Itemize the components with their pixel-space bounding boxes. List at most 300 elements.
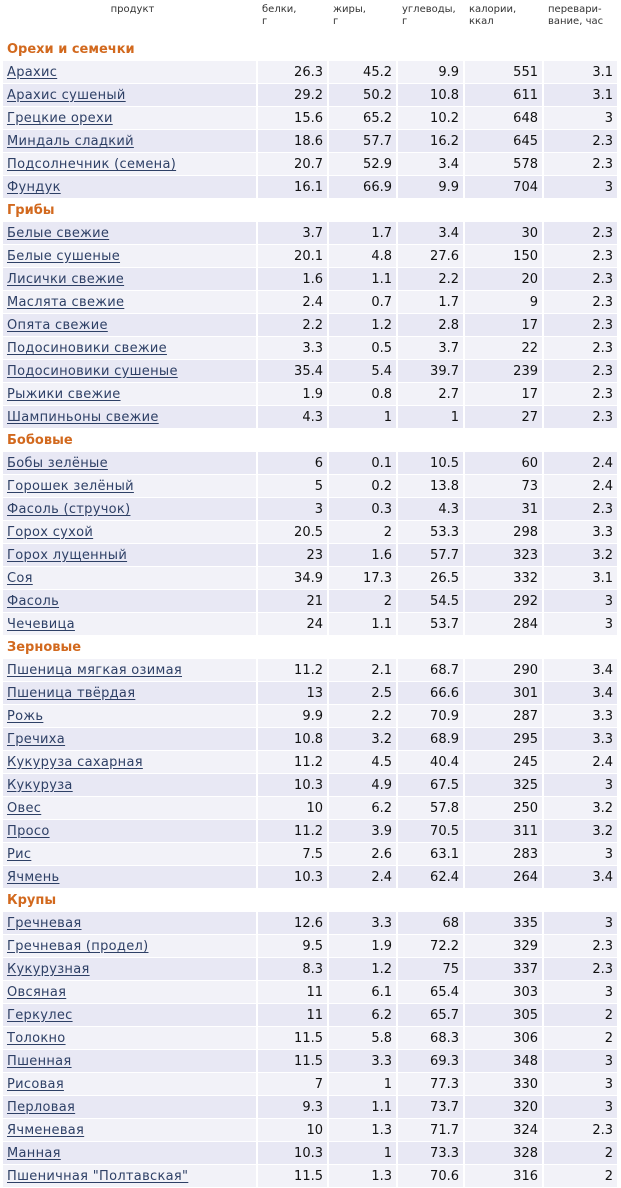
- cell-fat: 1.9: [329, 935, 398, 958]
- table-header: [3, 0, 619, 38]
- product-link[interactable]: Ячменевая: [3, 1119, 258, 1142]
- table-row: [3, 176, 619, 199]
- cell-protein: 13: [258, 682, 329, 705]
- product-link[interactable]: Овсяная: [3, 981, 258, 1004]
- cell-protein: 24: [258, 613, 329, 636]
- cell-digestion: 3: [544, 843, 619, 866]
- cell-digestion: 3: [544, 590, 619, 613]
- table-row: [3, 544, 619, 567]
- cell-carbs: 10.8: [398, 84, 465, 107]
- table-row: [3, 774, 619, 797]
- section-title: Орехи и семечки: [3, 38, 619, 61]
- cell-fat: 1.6: [329, 544, 398, 567]
- cell-protein: 8.3: [258, 958, 329, 981]
- cell-fat: 1.3: [329, 1165, 398, 1188]
- cell-digestion: 3: [544, 613, 619, 636]
- cell-carbs: 2.7: [398, 383, 465, 406]
- product-link[interactable]: Толокно: [3, 1027, 258, 1050]
- cell-digestion: 2: [544, 1142, 619, 1165]
- cell-calories: 320: [465, 1096, 544, 1119]
- cell-digestion: 2.3: [544, 498, 619, 521]
- table-row: [3, 682, 619, 705]
- cell-digestion: 3: [544, 1050, 619, 1073]
- cell-calories: 31: [465, 498, 544, 521]
- cell-carbs: 71.7: [398, 1119, 465, 1142]
- table-row: [3, 452, 619, 475]
- cell-fat: 4.9: [329, 774, 398, 797]
- product-link[interactable]: Подосиновики свежие: [3, 337, 258, 360]
- product-link[interactable]: Пшеница твёрдая: [3, 682, 258, 705]
- cell-calories: 335: [465, 912, 544, 935]
- table-row: [3, 613, 619, 636]
- product-link[interactable]: Манная: [3, 1142, 258, 1165]
- cell-carbs: 57.8: [398, 797, 465, 820]
- cell-carbs: 70.5: [398, 820, 465, 843]
- cell-carbs: 70.9: [398, 705, 465, 728]
- cell-carbs: 27.6: [398, 245, 465, 268]
- cell-calories: 150: [465, 245, 544, 268]
- cell-carbs: 1.7: [398, 291, 465, 314]
- cell-digestion: 2: [544, 1165, 619, 1188]
- product-link[interactable]: Бобы зелёные: [3, 452, 258, 475]
- cell-digestion: 2.3: [544, 360, 619, 383]
- product-link[interactable]: Белые свежие: [3, 222, 258, 245]
- table-row: [3, 61, 619, 84]
- cell-carbs: 68.7: [398, 659, 465, 682]
- table-row: [3, 843, 619, 866]
- cell-fat: 6.2: [329, 1004, 398, 1027]
- cell-digestion: 3.4: [544, 659, 619, 682]
- cell-calories: 22: [465, 337, 544, 360]
- product-link[interactable]: Арахис сушеный: [3, 84, 258, 107]
- product-link[interactable]: Арахис: [3, 61, 258, 84]
- cell-protein: 15.6: [258, 107, 329, 130]
- cell-protein: 5: [258, 475, 329, 498]
- cell-carbs: 1: [398, 406, 465, 429]
- cell-carbs: 72.2: [398, 935, 465, 958]
- product-link[interactable]: Овес: [3, 797, 258, 820]
- nutrition-table: [3, 0, 619, 1188]
- table-row: [3, 268, 619, 291]
- product-link[interactable]: Горох сухой: [3, 521, 258, 544]
- cell-calories: 17: [465, 314, 544, 337]
- cell-protein: 12.6: [258, 912, 329, 935]
- cell-carbs: 68.3: [398, 1027, 465, 1050]
- cell-calories: 551: [465, 61, 544, 84]
- cell-digestion: 3.3: [544, 705, 619, 728]
- cell-protein: 35.4: [258, 360, 329, 383]
- table-row: [3, 958, 619, 981]
- cell-calories: 316: [465, 1165, 544, 1188]
- table-row: [3, 360, 619, 383]
- cell-calories: 704: [465, 176, 544, 199]
- table-row: [3, 1165, 619, 1188]
- cell-calories: 239: [465, 360, 544, 383]
- product-link[interactable]: Рыжики свежие: [3, 383, 258, 406]
- cell-protein: 18.6: [258, 130, 329, 153]
- product-link[interactable]: Гречиха: [3, 728, 258, 751]
- cell-calories: 245: [465, 751, 544, 774]
- cell-carbs: 63.1: [398, 843, 465, 866]
- cell-digestion: 2.3: [544, 935, 619, 958]
- cell-protein: 20.5: [258, 521, 329, 544]
- cell-calories: 578: [465, 153, 544, 176]
- section-title: Грибы: [3, 199, 619, 222]
- table-row: [3, 912, 619, 935]
- product-link[interactable]: Горошек зелёный: [3, 475, 258, 498]
- cell-fat: 0.1: [329, 452, 398, 475]
- table-row: [3, 406, 619, 429]
- header-protein: белки, г: [262, 4, 297, 27]
- product-link[interactable]: Опята свежие: [3, 314, 258, 337]
- cell-carbs: 13.8: [398, 475, 465, 498]
- cell-digestion: 2.4: [544, 452, 619, 475]
- cell-digestion: 3: [544, 981, 619, 1004]
- cell-calories: 648: [465, 107, 544, 130]
- table-row: [3, 1027, 619, 1050]
- table-body: [3, 38, 619, 1188]
- cell-protein: 2.2: [258, 314, 329, 337]
- cell-carbs: 75: [398, 958, 465, 981]
- cell-carbs: 10.5: [398, 452, 465, 475]
- header-digestion: перевари- вание, час: [548, 4, 604, 27]
- cell-calories: 611: [465, 84, 544, 107]
- table-row: [3, 245, 619, 268]
- product-link[interactable]: Горох лущенный: [3, 544, 258, 567]
- product-link[interactable]: Ячмень: [3, 866, 258, 889]
- cell-fat: 17.3: [329, 567, 398, 590]
- cell-calories: 306: [465, 1027, 544, 1050]
- section-header: [3, 199, 619, 222]
- cell-digestion: 2.3: [544, 153, 619, 176]
- cell-calories: 30: [465, 222, 544, 245]
- cell-protein: 11: [258, 981, 329, 1004]
- cell-fat: 3.3: [329, 912, 398, 935]
- cell-protein: 20.7: [258, 153, 329, 176]
- cell-fat: 1: [329, 1073, 398, 1096]
- product-link[interactable]: Рис: [3, 843, 258, 866]
- table-row: [3, 1050, 619, 1073]
- table-row: [3, 981, 619, 1004]
- cell-digestion: 2.4: [544, 475, 619, 498]
- cell-protein: 26.3: [258, 61, 329, 84]
- header-fat: жиры, г: [333, 4, 366, 27]
- cell-calories: 301: [465, 682, 544, 705]
- cell-digestion: 3.2: [544, 820, 619, 843]
- table-row: [3, 222, 619, 245]
- cell-digestion: 2.3: [544, 245, 619, 268]
- cell-digestion: 2.3: [544, 406, 619, 429]
- cell-carbs: 9.9: [398, 61, 465, 84]
- product-link[interactable]: Грецкие орехи: [3, 107, 258, 130]
- cell-calories: 20: [465, 268, 544, 291]
- cell-fat: 1.1: [329, 268, 398, 291]
- cell-protein: 10: [258, 1119, 329, 1142]
- cell-digestion: 3: [544, 912, 619, 935]
- cell-fat: 5.8: [329, 1027, 398, 1050]
- product-link[interactable]: Кукурузная: [3, 958, 258, 981]
- cell-calories: 348: [465, 1050, 544, 1073]
- table-row: [3, 728, 619, 751]
- cell-fat: 4.8: [329, 245, 398, 268]
- cell-fat: 2.6: [329, 843, 398, 866]
- cell-digestion: 2.3: [544, 1119, 619, 1142]
- table-row: [3, 1142, 619, 1165]
- cell-protein: 11.2: [258, 659, 329, 682]
- cell-calories: 27: [465, 406, 544, 429]
- product-link[interactable]: Миндаль сладкий: [3, 130, 258, 153]
- cell-protein: 4.3: [258, 406, 329, 429]
- cell-digestion: 2: [544, 1027, 619, 1050]
- cell-calories: 329: [465, 935, 544, 958]
- cell-carbs: 54.5: [398, 590, 465, 613]
- cell-carbs: 57.7: [398, 544, 465, 567]
- cell-protein: 1.6: [258, 268, 329, 291]
- product-link[interactable]: Рожь: [3, 705, 258, 728]
- cell-fat: 3.2: [329, 728, 398, 751]
- table-row: [3, 84, 619, 107]
- table-row: [3, 153, 619, 176]
- cell-digestion: 3: [544, 1096, 619, 1119]
- product-link[interactable]: Фундук: [3, 176, 258, 199]
- cell-fat: 1.3: [329, 1119, 398, 1142]
- cell-digestion: 2.4: [544, 751, 619, 774]
- table-row: [3, 130, 619, 153]
- cell-fat: 57.7: [329, 130, 398, 153]
- cell-protein: 3: [258, 498, 329, 521]
- cell-carbs: 68: [398, 912, 465, 935]
- cell-carbs: 10.2: [398, 107, 465, 130]
- cell-calories: 645: [465, 130, 544, 153]
- cell-protein: 11.5: [258, 1050, 329, 1073]
- cell-fat: 2.4: [329, 866, 398, 889]
- cell-digestion: 2.3: [544, 130, 619, 153]
- cell-calories: 324: [465, 1119, 544, 1142]
- cell-protein: 20.1: [258, 245, 329, 268]
- product-link[interactable]: Подосиновики сушеные: [3, 360, 258, 383]
- cell-digestion: 3.1: [544, 61, 619, 84]
- cell-calories: 328: [465, 1142, 544, 1165]
- table-row: [3, 797, 619, 820]
- cell-carbs: 26.5: [398, 567, 465, 590]
- cell-carbs: 69.3: [398, 1050, 465, 1073]
- cell-protein: 2.4: [258, 291, 329, 314]
- cell-protein: 6: [258, 452, 329, 475]
- cell-calories: 17: [465, 383, 544, 406]
- cell-calories: 73: [465, 475, 544, 498]
- cell-calories: 283: [465, 843, 544, 866]
- cell-calories: 303: [465, 981, 544, 1004]
- product-link[interactable]: Гречневая: [3, 912, 258, 935]
- product-link[interactable]: Белые сушеные: [3, 245, 258, 268]
- cell-carbs: 70.6: [398, 1165, 465, 1188]
- cell-digestion: 3: [544, 774, 619, 797]
- cell-protein: 10.8: [258, 728, 329, 751]
- product-link[interactable]: Рисовая: [3, 1073, 258, 1096]
- product-link[interactable]: Пшенная: [3, 1050, 258, 1073]
- cell-carbs: 4.3: [398, 498, 465, 521]
- product-link[interactable]: Кукуруза: [3, 774, 258, 797]
- cell-calories: 311: [465, 820, 544, 843]
- cell-digestion: 3.4: [544, 682, 619, 705]
- product-link[interactable]: Просо: [3, 820, 258, 843]
- cell-protein: 11.2: [258, 820, 329, 843]
- cell-carbs: 65.7: [398, 1004, 465, 1027]
- cell-carbs: 3.7: [398, 337, 465, 360]
- cell-calories: 287: [465, 705, 544, 728]
- cell-fat: 1: [329, 1142, 398, 1165]
- cell-fat: 1.2: [329, 314, 398, 337]
- cell-calories: 330: [465, 1073, 544, 1096]
- cell-digestion: 2.3: [544, 337, 619, 360]
- cell-fat: 2.1: [329, 659, 398, 682]
- table-row: [3, 659, 619, 682]
- cell-carbs: 3.4: [398, 153, 465, 176]
- table-row: [3, 314, 619, 337]
- cell-calories: 323: [465, 544, 544, 567]
- table-row: [3, 337, 619, 360]
- cell-digestion: 2.3: [544, 291, 619, 314]
- cell-fat: 6.1: [329, 981, 398, 1004]
- table-row: [3, 1119, 619, 1142]
- product-link[interactable]: Кукуруза сахарная: [3, 751, 258, 774]
- cell-protein: 3.7: [258, 222, 329, 245]
- cell-fat: 1: [329, 406, 398, 429]
- cell-carbs: 9.9: [398, 176, 465, 199]
- table-row: [3, 567, 619, 590]
- cell-fat: 2: [329, 521, 398, 544]
- cell-fat: 2: [329, 590, 398, 613]
- cell-fat: 2.2: [329, 705, 398, 728]
- table-row: [3, 705, 619, 728]
- cell-carbs: 40.4: [398, 751, 465, 774]
- cell-protein: 11: [258, 1004, 329, 1027]
- section-title: Крупы: [3, 889, 619, 912]
- cell-carbs: 3.4: [398, 222, 465, 245]
- cell-carbs: 53.3: [398, 521, 465, 544]
- cell-calories: 264: [465, 866, 544, 889]
- product-link[interactable]: Чечевица: [3, 613, 258, 636]
- table-row: [3, 1096, 619, 1119]
- product-link[interactable]: Гречневая (продел): [3, 935, 258, 958]
- product-link[interactable]: Геркулес: [3, 1004, 258, 1027]
- cell-fat: 45.2: [329, 61, 398, 84]
- cell-fat: 1.1: [329, 613, 398, 636]
- cell-calories: 284: [465, 613, 544, 636]
- cell-carbs: 68.9: [398, 728, 465, 751]
- table-row: [3, 820, 619, 843]
- cell-protein: 7.5: [258, 843, 329, 866]
- cell-protein: 10.3: [258, 866, 329, 889]
- section-header: [3, 429, 619, 452]
- table-row: [3, 751, 619, 774]
- cell-digestion: 3.3: [544, 728, 619, 751]
- product-link[interactable]: Шампиньоны свежие: [3, 406, 258, 429]
- cell-protein: 29.2: [258, 84, 329, 107]
- cell-fat: 5.4: [329, 360, 398, 383]
- cell-protein: 7: [258, 1073, 329, 1096]
- cell-carbs: 73.7: [398, 1096, 465, 1119]
- cell-fat: 66.9: [329, 176, 398, 199]
- cell-carbs: 2.8: [398, 314, 465, 337]
- cell-protein: 23: [258, 544, 329, 567]
- cell-carbs: 77.3: [398, 1073, 465, 1096]
- table-row: [3, 107, 619, 130]
- table-row: [3, 521, 619, 544]
- cell-protein: 1.9: [258, 383, 329, 406]
- product-link[interactable]: Подсолнечник (семена): [3, 153, 258, 176]
- cell-protein: 10: [258, 797, 329, 820]
- cell-carbs: 65.4: [398, 981, 465, 1004]
- product-link[interactable]: Пшеница мягкая озимая: [3, 659, 258, 682]
- product-link[interactable]: Лисички свежие: [3, 268, 258, 291]
- cell-fat: 0.3: [329, 498, 398, 521]
- cell-digestion: 3.1: [544, 84, 619, 107]
- table-row: [3, 866, 619, 889]
- section-header: [3, 889, 619, 912]
- product-link[interactable]: Перловая: [3, 1096, 258, 1119]
- cell-calories: 250: [465, 797, 544, 820]
- cell-protein: 11.5: [258, 1165, 329, 1188]
- cell-protein: 3.3: [258, 337, 329, 360]
- cell-digestion: 2.3: [544, 314, 619, 337]
- cell-calories: 305: [465, 1004, 544, 1027]
- cell-carbs: 53.7: [398, 613, 465, 636]
- cell-digestion: 2.3: [544, 958, 619, 981]
- cell-calories: 60: [465, 452, 544, 475]
- header-product: продукт: [110, 4, 155, 15]
- product-link[interactable]: Пшеничная "Полтавская": [3, 1165, 258, 1188]
- cell-protein: 10.3: [258, 1142, 329, 1165]
- cell-digestion: 2.3: [544, 222, 619, 245]
- cell-digestion: 2.3: [544, 268, 619, 291]
- table-row: [3, 291, 619, 314]
- table-row: [3, 475, 619, 498]
- cell-fat: 65.2: [329, 107, 398, 130]
- product-link[interactable]: Фасоль (стручок): [3, 498, 258, 521]
- section-title: Бобовые: [3, 429, 619, 452]
- cell-protein: 10.3: [258, 774, 329, 797]
- cell-digestion: 3: [544, 107, 619, 130]
- product-link[interactable]: Соя: [3, 567, 258, 590]
- product-link[interactable]: Маслята свежие: [3, 291, 258, 314]
- cell-calories: 290: [465, 659, 544, 682]
- cell-protein: 9.3: [258, 1096, 329, 1119]
- cell-fat: 1.7: [329, 222, 398, 245]
- cell-fat: 52.9: [329, 153, 398, 176]
- section-title: Зерновые: [3, 636, 619, 659]
- cell-digestion: 3.2: [544, 797, 619, 820]
- cell-fat: 0.2: [329, 475, 398, 498]
- cell-digestion: 3.3: [544, 521, 619, 544]
- cell-protein: 34.9: [258, 567, 329, 590]
- cell-protein: 16.1: [258, 176, 329, 199]
- cell-fat: 3.3: [329, 1050, 398, 1073]
- cell-digestion: 2.3: [544, 383, 619, 406]
- cell-calories: 337: [465, 958, 544, 981]
- cell-carbs: 66.6: [398, 682, 465, 705]
- cell-fat: 0.5: [329, 337, 398, 360]
- cell-protein: 11.2: [258, 751, 329, 774]
- cell-carbs: 67.5: [398, 774, 465, 797]
- product-link[interactable]: Фасоль: [3, 590, 258, 613]
- cell-calories: 9: [465, 291, 544, 314]
- cell-calories: 332: [465, 567, 544, 590]
- cell-fat: 3.9: [329, 820, 398, 843]
- cell-carbs: 39.7: [398, 360, 465, 383]
- cell-calories: 298: [465, 521, 544, 544]
- table-row: [3, 1004, 619, 1027]
